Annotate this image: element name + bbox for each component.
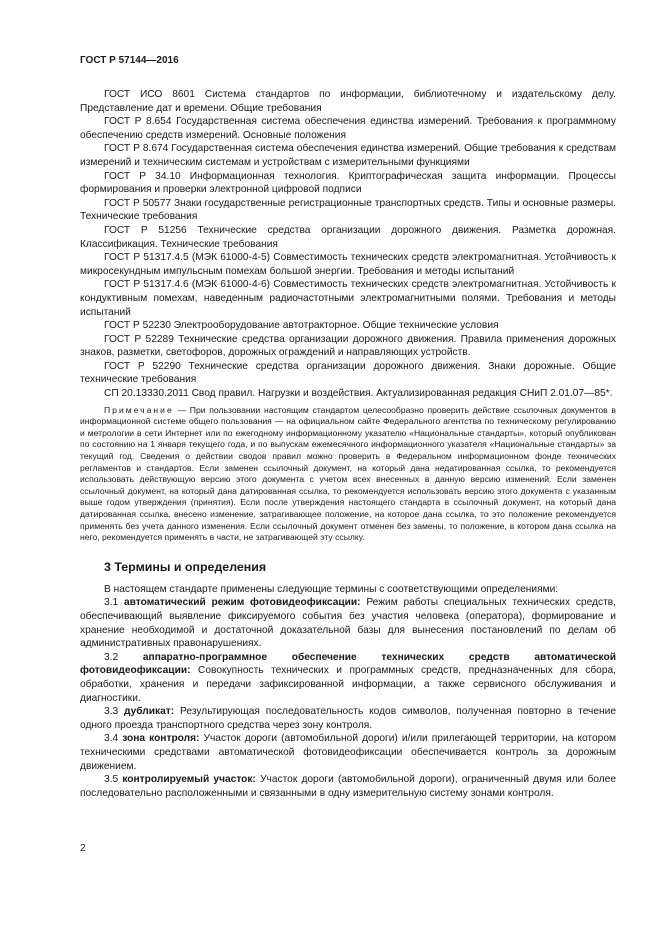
reference-item: ГОСТ Р 8.654 Государственная система обеспечения единства измерений. Требования к программному обеспечению средств измерений. Основные положения bbox=[80, 116, 616, 141]
term-number: 3.3 bbox=[104, 706, 119, 718]
term-name: автоматический режим фотовидеофиксации: bbox=[123, 597, 361, 609]
page-number: 2 bbox=[80, 843, 86, 854]
reference-item: ГОСТ Р 52290 Технические средства организации дорожного движения. Знаки дорожные. Общие технические требования bbox=[80, 360, 616, 386]
term-number: 3.4 bbox=[104, 733, 119, 745]
term-number: 3.5 bbox=[104, 774, 119, 786]
reference-item: ГОСТ Р 51317.4.5 (МЭК 61000-4-5) Совместимость технических средств электромагнитная. Устойчивость к микросекундным импульсным помехам большой энергии. Требования и методы испытаний bbox=[80, 252, 616, 277]
reference-item: ГОСТ Р 8.674 Государственная система обеспечения единства измерений. Общие требования к средствам измерений и техническим системам и устройствам с измерительными функциями bbox=[80, 143, 616, 168]
section-title: 3 Термины и определения bbox=[104, 559, 267, 574]
term-definition bbox=[80, 651, 616, 705]
reference-item: СП 20.13330.2011 Свод правил. Нагрузки и воздействия. Актуализированная редакция СНиП 2.01.07—85*. bbox=[104, 388, 613, 400]
term-text: Режим работы специальных технических средств, обеспечивающий выявление фиксируемого события без участия человека (оператора), формирование и хранение необходимой и достаточной доказательной базы для вынесения постановлений по делам об административных правонарушениях. bbox=[80, 597, 617, 650]
document-header: ГОСТ Р 57144—2016 bbox=[80, 55, 179, 66]
reference-item: ГОСТ Р 51256 Технические средства организации дорожного движения. Разметка дорожная. Классификация. Технические требования bbox=[80, 224, 616, 250]
page-content bbox=[80, 88, 616, 800]
reference-item: ГОСТ Р 52289 Технические средства организации дорожного движения. Правила применения дорожных знаков, разметки, светофоров, дорожных ограждений и направляющих устройств. bbox=[80, 333, 616, 359]
term-definition bbox=[80, 773, 616, 800]
reference-item: ГОСТ Р 51317.4.6 (МЭК 61000-4-6) Совместимость технических средств электромагнитная. Устойчивость к кондуктивным помехам, наведенным радиочастотными электромагнитными полями. Требования и методы испытаний bbox=[80, 279, 616, 318]
reference-item: ГОСТ Р 52230 Электрооборудование автотракторное. Общие технические условия bbox=[104, 320, 499, 332]
term-number: 3.2 bbox=[104, 651, 119, 663]
term-text: Участок дороги (автомобильной дороги), ограниченный двумя или более последовательно расположенными и связанными в одну измерительную систему зонами контроля. bbox=[80, 774, 617, 799]
term-name: контролируемый участок: bbox=[122, 774, 256, 786]
term-name: зона контроля: bbox=[122, 733, 200, 745]
term-number: 3.1 bbox=[104, 597, 119, 609]
normative-references bbox=[80, 88, 616, 401]
reference-item: ГОСТ ИСО 8601 Система стандартов по информации, библиотечному и издательскому делу. Представление дат и времени. Общие требования bbox=[80, 89, 616, 114]
term-text: Участок дороги (автомобильной дороги) и/или прилегающей территории, на котором техническими средствами автоматической фотовидеофиксации обеспечивается контроль за дорожным движением. bbox=[80, 733, 616, 772]
term-definition bbox=[80, 705, 616, 732]
term-definition bbox=[80, 596, 616, 650]
term-text: Совокупность технических и программных средств, предназначенных для сбора, обработки, хранения и передачи зафиксированной информации, а также сервисного обслуживания и диагностики. bbox=[80, 665, 616, 704]
note-paragraph bbox=[80, 405, 616, 544]
note-label: Примечание bbox=[104, 404, 174, 415]
term-name: аппаратно-программное обеспечение технических средств автоматической фотовидеофиксации: bbox=[80, 651, 616, 677]
reference-item: ГОСТ Р 34.10 Информационная технология. Криптографическая защита информации. Процессы формирования и проверки электронной цифровой подписи bbox=[80, 170, 616, 196]
terms-list bbox=[80, 583, 616, 801]
term-name: дубликат: bbox=[124, 706, 175, 718]
note-text: — При пользовании настоящим стандартом целесообразно проверить действие ссылочных документов в информационной системе общего пользования — на официальном сайте Федерального агентства по техническому регулированию и метрологии в сети Интернет или по ежегодному информационному указателю «Национальные стандарты», который опубликован по состоянию на 1 января текущего года, и по выпускам ежемесячного информационного указателя «Национальные стандарты» за текущий год. Сведения о действии сводов правил можно проверить в Федеральном информационном фонде технических регламентов и стандартов. Если заменен ссылочный документ, на который дана недатированная ссылка, то рекомендуется использовать действующую версию этого документа с учетом всех внесенных в данную версию изменений. Если заменен ссылочный документ, на который дана датированная ссылка, то рекомендуется использовать версию этого документа с указанным выше годом утверждения (принятия). Если после утверждения настоящего стандарта в ссылочный документ, на который дана датированная ссылка, внесено изменение, затрагивающее положение, на которое дана ссылка, то это положение рекомендуется применять без учета данного изменения. Если ссылочный документ отменен без замены, то положение, в котором дана ссылка на него, рекомендуется применять в части, не затрагивающей эту ссылку. bbox=[80, 404, 616, 543]
term-definition bbox=[80, 732, 616, 773]
term-text: Результирующая последовательность кодов символов, полученная повторно в течение одного проезда транспортного средства через зону контроля. bbox=[80, 706, 616, 731]
section-intro: В настоящем стандарте применены следующие термины с соответствующими определениями: bbox=[104, 583, 559, 595]
reference-item: ГОСТ Р 50577 Знаки государственные регистрационные транспортных средств. Типы и основные размеры. Технические требования bbox=[80, 197, 616, 223]
